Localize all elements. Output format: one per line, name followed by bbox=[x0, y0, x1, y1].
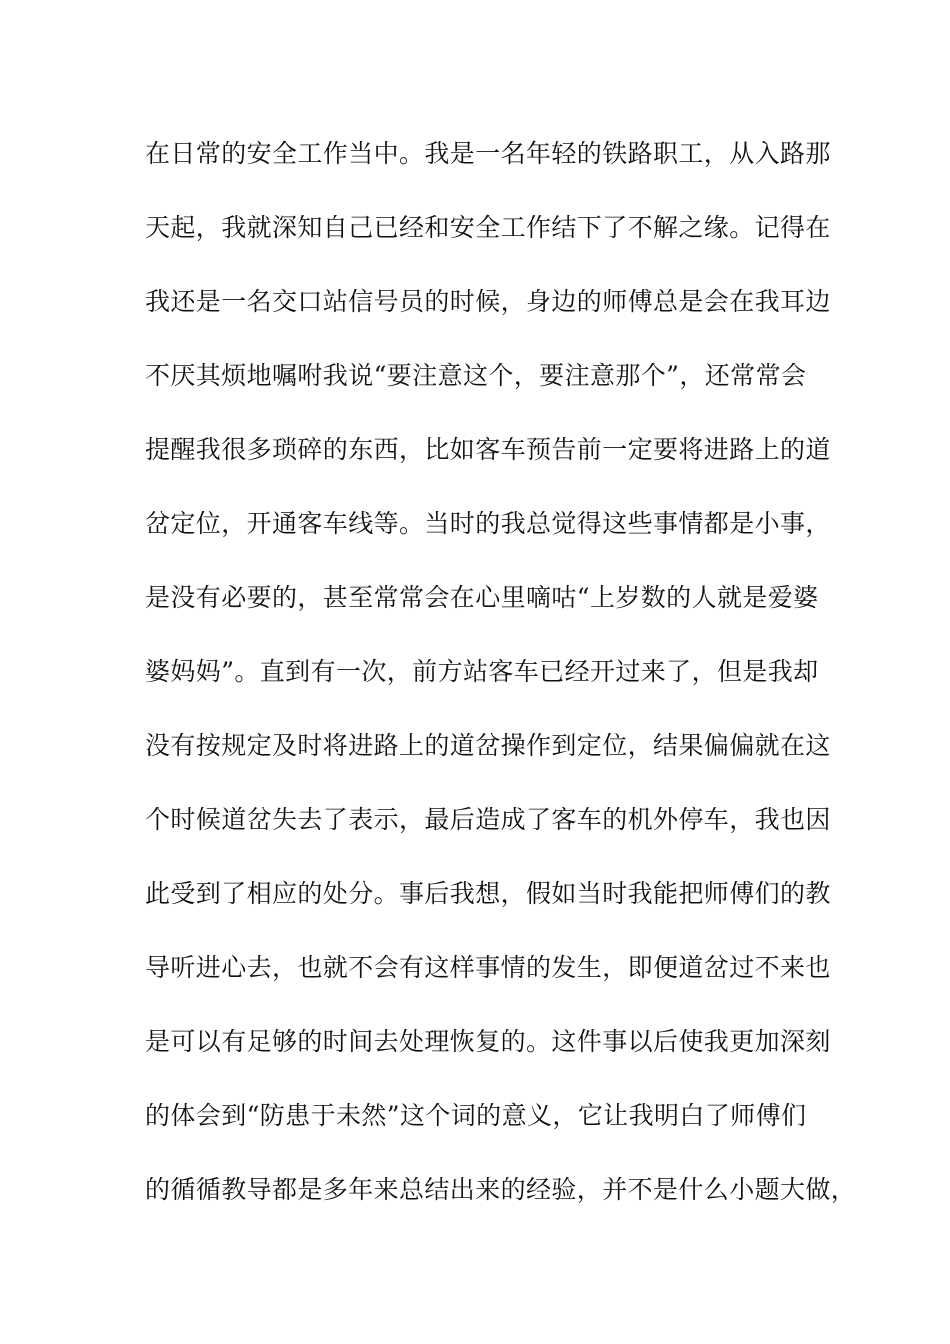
text-line: 在日常的安全工作当中。我是一名年轻的铁路职工，从入路那 bbox=[145, 139, 831, 168]
text-line: 的循循教导都是多年来总结出来的经验，并不是什么小题大做， bbox=[145, 1175, 857, 1204]
text-line: 个时候道岔失去了表示，最后造成了客车的机外停车，我也因 bbox=[145, 805, 831, 834]
text-line: 是可以有足够的时间去处理恢复的。这件事以后使我更加深刻 bbox=[145, 1027, 831, 1056]
text-line: 岔定位，开通客车线等。当时的我总觉得这些事情都是小事， bbox=[145, 509, 831, 538]
text-line: 导听进心去，也就不会有这样事情的发生，即便道岔过不来也 bbox=[145, 953, 831, 982]
text-line: 不厌其烦地嘱咐我说“要注意这个，要注意那个”，还常常会 bbox=[145, 361, 807, 390]
body-text bbox=[145, 132, 857, 1242]
text-line: 天起，我就深知自己已经和安全工作结下了不解之缘。记得在 bbox=[145, 213, 831, 242]
text-line: 我还是一名交口站信号员的时候，身边的师傅总是会在我耳边 bbox=[145, 287, 831, 316]
text-line: 的体会到“防患于未然”这个词的意义，它让我明白了师傅们 bbox=[145, 1101, 807, 1130]
text-line: 没有按规定及时将进路上的道岔操作到定位，结果偏偏就在这 bbox=[145, 731, 831, 760]
text-line: 是没有必要的，甚至常常会在心里嘀咕“上岁数的人就是爱婆 bbox=[145, 583, 819, 612]
text-line: 此受到了相应的处分。事后我想，假如当时我能把师傅们的教 bbox=[145, 879, 831, 908]
text-line: 婆妈妈”。直到有一次，前方站客车已经开过来了，但是我却 bbox=[145, 657, 819, 686]
text-line: 提醒我很多琐碎的东西，比如客车预告前一定要将进路上的道 bbox=[145, 435, 831, 464]
